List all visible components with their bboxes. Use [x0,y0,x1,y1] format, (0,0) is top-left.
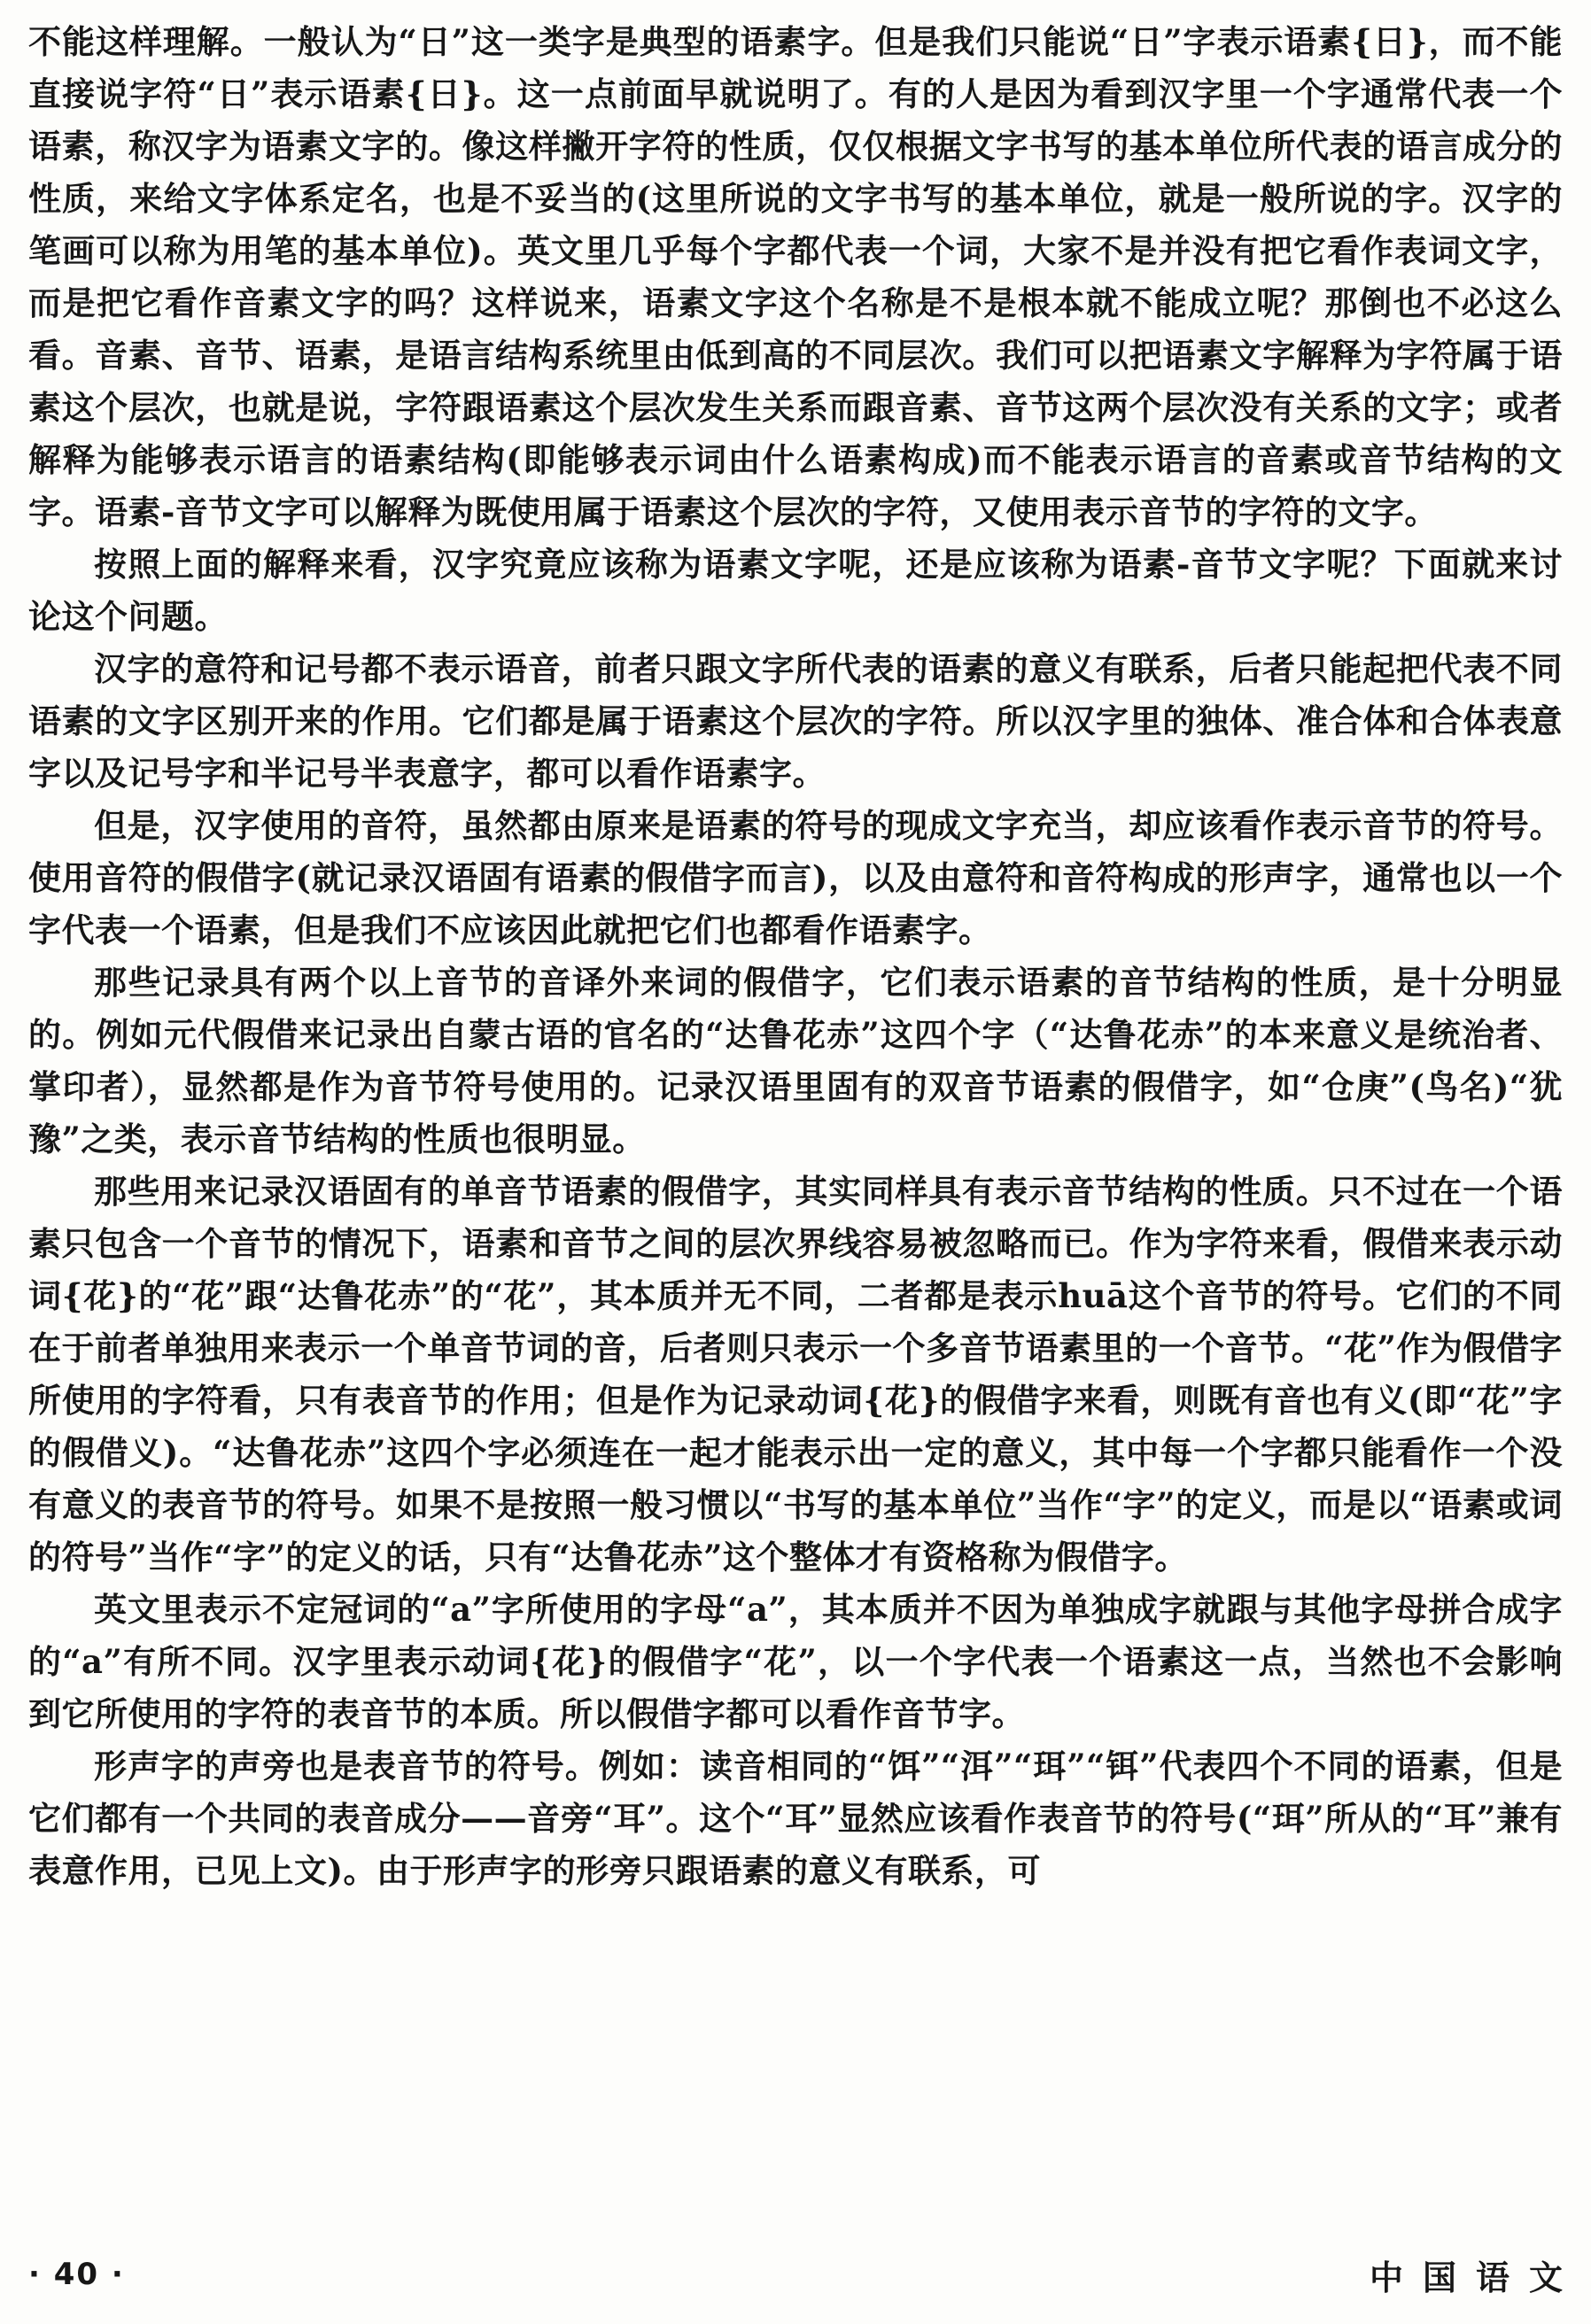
paragraph-continued: 不能这样理解。一般认为“日”这一类字是典型的语素字。但是我们只能说“日”字表示语素{日}，而不能直接说字符“日”表示语素{日}。这一点前面早就说明了。有的人是因为看到汉字里一个字通常代表一个语素，称汉字为语素文字的。像这样撇开字符的性质，仅仅根据文字书写的基本单位所代表的语言成分的性质，来给文字体系定名，也是不妥当的(这里所说的文字书写的基本单位，就是一般所说的字。汉字的笔画可以称为用笔的基本单位)。英文里几乎每个字都代表一个词，大家不是并没有把它看作表词文字，而是把它看作音素文字的吗？这样说来，语素文字这个名称是不是根本就不能成立呢？那倒也不必这么看。音素、音节、语素，是语言结构系统里由低到高的不同层次。我们可以把语素文字解释为字符属于语素这个层次，也就是说，字符跟语素这个层次发生关系而跟音素、音节这两个层次没有关系的文字；或者解释为能够表示语言的语素结构(即能够表示词由什么语素构成)而不能表示语言的音素或音节结构的文字。语素-音节文字可以解释为既使用属于语素这个层次的字符，又使用表示音节的字符的文字。 [28,22,1563,531]
page-number: · 40 · [28,2257,125,2292]
page-footer [28,2248,1582,2301]
paragraph: 但是，汉字使用的音符，虽然都由原来是语素的符号的现成文字充当，却应该看作表示音节的符号。使用音符的假借字(就记录汉语固有语素的假借字而言)，以及由意符和音符构成的形声字，通常也以一个字代表一个语素，但是我们不应该因此就把它们也都看作语素字。 [28,806,1563,949]
paragraph: 形声字的声旁也是表音节的符号。例如：读音相同的“饵”“洱”“珥”“铒”代表四个不同的语素，但是它们都有一个共同的表音成分——音旁“耳”。这个“耳”显然应该看作表音节的符号(“珥”所从的“耳”兼有表意作用，已见上文)。由于形声字的形旁只跟语素的意义有联系，可 [28,1747,1563,1890]
journal-name: 中国语文 [1369,2258,1582,2297]
paragraph: 按照上面的解释来看，汉字究竟应该称为语素文字呢，还是应该称为语素-音节文字呢？下面就来讨论这个问题。 [28,545,1563,636]
paragraph: 那些记录具有两个以上音节的音译外来词的假借字，它们表示语素的音节结构的性质，是十分明显的。例如元代假借来记录出自蒙古语的官名的“达鲁花赤”这四个字（“达鲁花赤”的本来意义是统治者、掌印者），显然都是作为音节符号使用的。记录汉语里固有的双音节语素的假借字，如“仓庚”(鸟名)“犹豫”之类，表示音节结构的性质也很明显。 [28,963,1563,1158]
paragraph: 汉字的意符和记号都不表示语音，前者只跟文字所代表的语素的意义有联系，后者只能起把代表不同语素的文字区别开来的作用。它们都是属于语素这个层次的字符。所以汉字里的独体、准合体和合体表意字以及记号字和半记号半表意字，都可以看作语素字。 [28,649,1563,793]
article-body [28,16,1563,1897]
paragraph: 英文里表示不定冠词的“a”字所使用的字母“a”，其本质并不因为单独成字就跟与其他字母拼合成字的“a”有所不同。汉字里表示动词{花}的假借字“花”，以一个字代表一个语素这一点，当然也不会影响到它所使用的字符的表音节的本质。所以假借字都可以看作音节字。 [28,1590,1563,1733]
paragraph: 那些用来记录汉语固有的单音节语素的假借字，其实同样具有表示音节结构的性质。只不过在一个语素只包含一个音节的情况下，语素和音节之间的层次界线容易被忽略而已。作为字符来看，假借来表示动词{花}的“花”跟“达鲁花赤”的“花”，其本质并无不同，二者都是表示huā这个音节的符号。它们的不同在于前者单独用来表示一个单音节词的音，后者则只表示一个多音节语素里的一个音节。“花”作为假借字所使用的字符看，只有表音节的作用；但是作为记录动词{花}的假借字来看，则既有音也有义(即“花”字的假借义)。“达鲁花赤”这四个字必须连在一起才能表示出一定的意义，其中每一个字都只能看作一个没有意义的表音节的符号。如果不是按照一般习惯以“书写的基本单位”当作“字”的定义，而是以“语素或词的符号”当作“字”的定义的话，只有“达鲁花赤”这个整体才有资格称为假借字。 [28,1172,1563,1576]
